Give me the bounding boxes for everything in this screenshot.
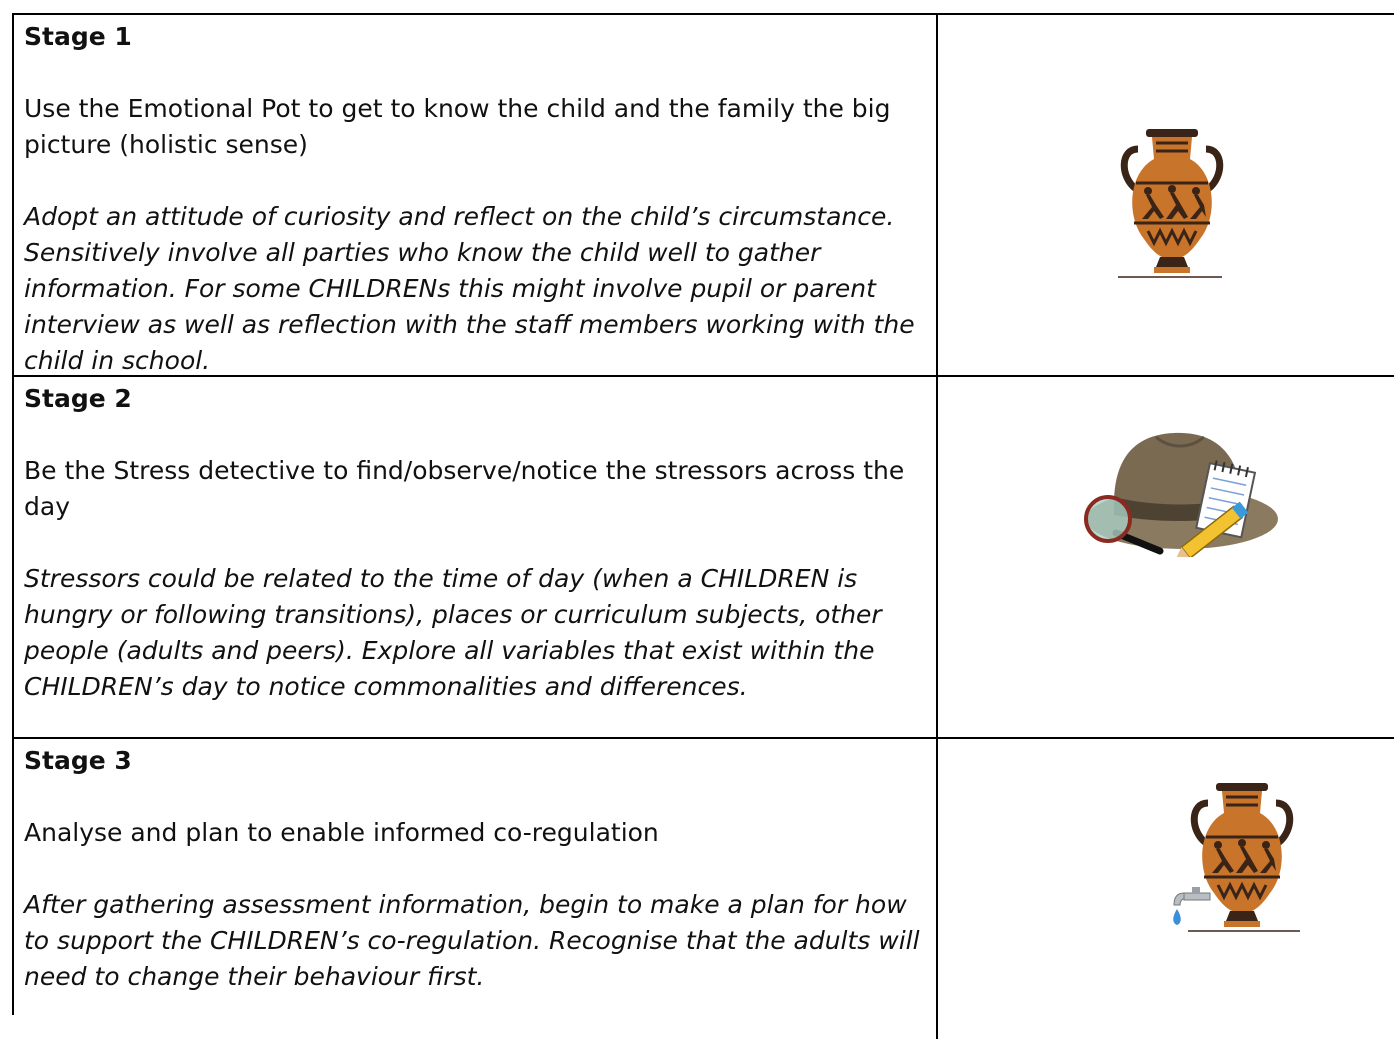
table-row	[14, 739, 1394, 1039]
greek-vase-icon	[1118, 127, 1226, 279]
stage-goal: Use the Emotional Pot to get to know the child and the family the big picture (holistic sense)	[24, 94, 891, 159]
stage-text-cell	[14, 377, 938, 737]
stage-title: Stage 2	[24, 384, 132, 413]
stage-guidance: Adopt an attitude of curiosity and reflect on the child’s circumstance. Sensitively involve all parties who know the child well to gather information. For some CHILDRENs this might involve pupil or parent interview as well as reflection with the staff members working with the child in school.	[24, 202, 915, 375]
stage-text-cell	[14, 15, 938, 375]
stage-title: Stage 3	[24, 746, 132, 775]
table-row	[14, 377, 1394, 739]
stage-image-cell	[938, 377, 1394, 737]
stage-text-cell	[14, 739, 938, 1039]
greek-vase-with-tap-icon	[1170, 781, 1300, 941]
stage-guidance: After gathering assessment information, begin to make a plan for how to support the CHILDREN’s co-regulation. Recognise that the adults will need to change their behaviour first.	[24, 890, 920, 991]
detective-hat-magnifier-notepad-icon	[1084, 423, 1280, 557]
stage-goal: Analyse and plan to enable informed co-regulation	[24, 818, 659, 847]
stages-table	[12, 13, 1394, 1015]
stage-goal: Be the Stress detective to find/observe/notice the stressors across the day	[24, 456, 905, 521]
stage-guidance: Stressors could be related to the time of day (when a CHILDREN is hungry or following transitions), places or curriculum subjects, other people (adults and peers). Explore all variables that exist within the CHILDREN’s day to notice commonalities and differences.	[24, 564, 882, 701]
table-row	[14, 15, 1394, 377]
stage-image-cell	[938, 15, 1394, 375]
stage-title: Stage 1	[24, 22, 132, 51]
stage-image-cell	[938, 739, 1394, 1039]
